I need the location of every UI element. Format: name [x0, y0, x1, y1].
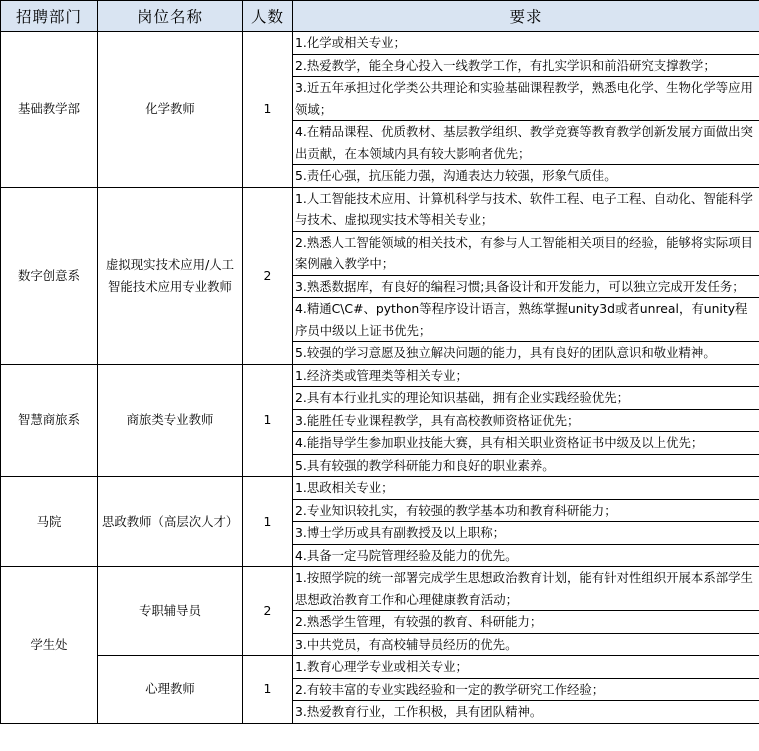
table-row: [1, 477, 759, 567]
table-row: [1, 656, 759, 724]
requirement-item: 1.化学或相关专业；: [293, 32, 759, 55]
requirement-item: 4.具备一定马院管理经验及能力的优先。: [295, 547, 518, 563]
requirement-item: 1.经济类或管理类等相关专业；: [293, 365, 759, 388]
table-header-row: [1, 1, 759, 32]
dept-cell: 马院: [1, 477, 98, 567]
requirements-cell: [293, 364, 759, 477]
requirement-item: 2.有较丰富的专业实践经验和一定的教学研究工作经验；: [293, 679, 759, 702]
table-row: [1, 364, 759, 477]
dept-cell: 数字创意系: [1, 187, 98, 364]
requirements-cell: [293, 187, 759, 364]
dept-cell: 智慧商旅系: [1, 364, 98, 477]
position-cell: 心理教师: [98, 656, 243, 724]
requirement-item: 2.专业知识较扎实，有较强的教学基本功和教育科研能力；: [293, 500, 759, 523]
requirement-item: 5.具有较强的教学科研能力和良好的职业素养。: [295, 457, 555, 473]
requirement-item: 1.按照学院的统一部署完成学生思想政治教育计划，能有针对性组织开展本系部学生思想政治教育工作和心理健康教育活动；: [293, 567, 759, 611]
count-cell: 1: [243, 32, 293, 188]
count-cell: 2: [243, 567, 293, 656]
requirements-cell: [293, 567, 759, 656]
table-row: [1, 187, 759, 364]
count-cell: 1: [243, 477, 293, 567]
requirement-item: 3.中共党员，有高校辅导员经历的优先。: [295, 636, 518, 652]
dept-cell: 基础教学部: [1, 32, 98, 188]
position-cell: 专职辅导员: [98, 567, 243, 656]
requirement-item: 1.教育心理学专业或相关专业；: [293, 656, 759, 679]
position-cell: 思政教师（高层次人才）: [98, 477, 243, 567]
requirement-item: 5.较强的学习意愿及独立解决问题的能力，具有良好的团队意识和敬业精神。: [295, 345, 716, 360]
requirements-cell: [293, 477, 759, 567]
requirements-cell: [293, 656, 759, 724]
count-cell: 1: [243, 364, 293, 477]
requirement-item: 2.熟悉学生管理，有较强的教育、科研能力；: [293, 611, 759, 634]
requirements-cell: [293, 32, 759, 188]
requirement-item: 4.在精品课程、优质教材、基层教学组织、教学竞赛等教育教学创新发展方面做出突出贡献，在本领域内具有较大影响者优先；: [293, 121, 759, 165]
requirement-item: 4.能指导学生参加职业技能大赛，具有相关职业资格证书中级及以上优先；: [293, 432, 759, 455]
requirement-item: 1.人工智能技术应用、计算机科学与技术、软件工程、电子工程、自动化、智能科学与技术、虚拟现实技术等相关专业；: [293, 188, 759, 232]
position-cell: 化学教师: [98, 32, 243, 188]
dept-cell: 学生处: [1, 567, 98, 724]
requirement-item: 3.近五年承担过化学类公共理论和实验基础课程教学，熟悉电化学、生物化学等应用领域；: [293, 77, 759, 121]
count-cell: 1: [243, 656, 293, 724]
requirement-item: 2.热爱教学，能全身心投入一线教学工作，有扎实学识和前沿研究支撑教学；: [293, 55, 759, 78]
requirement-item: 2.具有本行业扎实的理论知识基础，拥有企业实践经验优先；: [293, 387, 759, 410]
requirement-item: 3.热爱教育行业，工作积极，具有团队精神。: [295, 704, 543, 719]
requirement-item: 3.熟悉数据库，有良好的编程习惯;具备设计和开发能力，可以独立完成开发任务；: [293, 276, 759, 299]
position-cell: 虚拟现实技术应用/人工智能技术应用专业教师: [98, 187, 243, 364]
requirement-item: 1.思政相关专业；: [293, 477, 759, 500]
table-row: [1, 32, 759, 188]
count-cell: 2: [243, 187, 293, 364]
requirement-item: 3.能胜任专业课程教学，具有高校教师资格证优先；: [293, 410, 759, 433]
requirement-item: 5.责任心强，抗压能力强，沟通表达力较强，形象气质佳。: [295, 168, 617, 183]
header-count: 人数: [243, 1, 293, 32]
requirement-item: 2.熟悉人工智能领域的相关技术，有参与人工智能相关项目的经验，能够将实际项目案例融入教学中；: [293, 232, 759, 276]
table-row: [1, 567, 759, 656]
header-requirements: 要求: [293, 1, 759, 32]
requirement-item: 4.精通C\C#、python等程序设计语言，熟练掌握unity3d或者unreal，有unity程序员中级以上证书优先；: [293, 298, 759, 342]
header-position: 岗位名称: [98, 1, 243, 32]
requirement-item: 3.博士学历或具有副教授及以上职称；: [293, 522, 759, 545]
position-cell: 商旅类专业教师: [98, 364, 243, 477]
header-dept: 招聘部门: [1, 1, 98, 32]
